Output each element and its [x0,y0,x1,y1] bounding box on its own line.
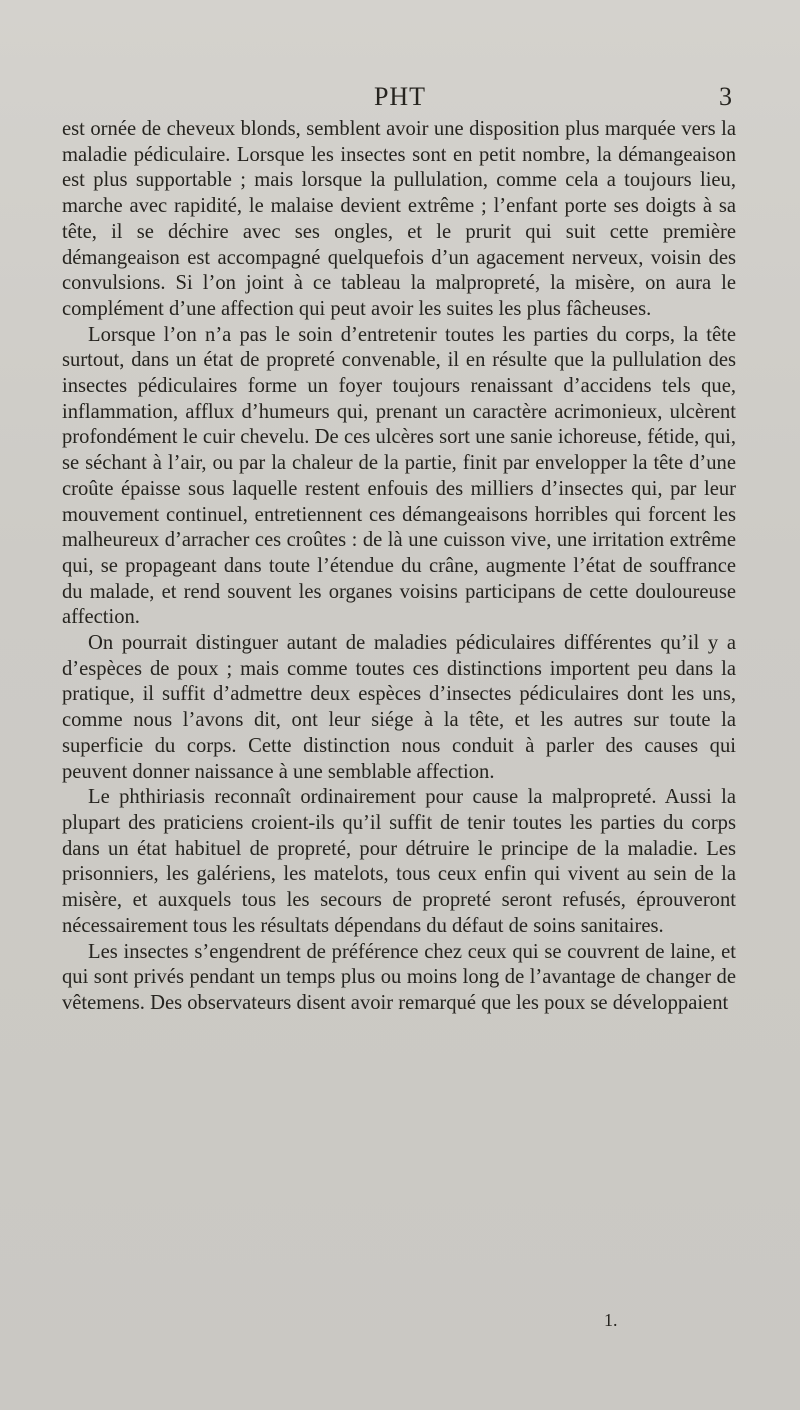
body-text [62,117,736,1017]
paragraph: Lorsque l’on n’a pas le soin d’entretenir toutes les parties du corps, la tête surtout, dans un état de propreté convenable, il en résulte que la pullulation des insectes pédiculaires forme un foyer toujours renaissant d’accidens tels que, inflammation, afflux d’humeurs qui, prenant un caractère acrimonieux, ulcèrent profondément le cuir chevelu. De ces ulcères sort une sanie ichoreuse, fétide, qui, se séchant à l’air, ou par la chaleur de la partie, finit par envelopper la tête d’une croûte épaisse sous laquelle restent enfouis des milliers d’insectes qui, par leur mouvement continuel, entretiennent ces démangeaisons horribles qui forcent les malheureux d’arracher ces croûtes : de là une cuisson vive, une irritation extrême qui, se propageant dans toute l’étendue du crâne, augmente l’état de souffrance du malade, et rend souvent les organes voisins participans de cette douloureuse affection. [62,323,736,629]
paragraph: Les insectes s’engendrent de préférence chez ceux qui se couvrent de laine, et qui sont privés pendant un temps plus ou moins long de l’avantage de changer de vêtemens. Des observateurs disent avoir remarqué que les poux se développaient [62,940,736,1014]
page-header [62,82,738,116]
paragraph: On pourrait distinguer autant de maladies pédiculaires différentes qu’il y a d’espèces de poux ; mais comme toutes ces distinctions importent peu dans la pratique, il suffit d’admettre deux espèces d’insectes pédiculaires dont les uns, comme nous l’avons dit, ont leur siége à la tête, et les autres sur toute la superficie du corps. Cette distinction nous conduit à parler des causes qui peuvent donner naissance à une semblable affection. [62,632,736,783]
running-head: PHT [373,82,427,111]
signature-mark: 1. [604,1310,618,1330]
page-number: 3 [719,82,732,111]
paragraph-continued: est ornée de cheveux blonds, semblent avoir une disposition plus marquée vers la maladie pédiculaire. Lorsque les insectes sont en petit nombre, la démangeaison est plus supportable ; mais lorsque la pullulation, comme cela a toujours lieu, marche avec rapidité, le malaise devient extrême ; l’enfant porte ses doigts à sa tête, il se déchire avec ses ongles, et le prurit qui suit cette première démangeaison est accompagné quelquefois d’un agacement nerveux, voisin des convulsions. Si l’on joint à ce tableau la malpropreté, la misère, on aura le complément d’une affection qui peut avoir les suites les plus fâcheuses. [62,118,736,320]
paragraph: Le phthiriasis reconnaît ordinairement pour cause la malpropreté. Aussi la plupart des praticiens croient-ils qu’il suffit de tenir toutes les parties du corps dans un état habituel de propreté, pour détruire le principe de la maladie. Les prisonniers, les galériens, les matelots, tous ceux enfin qui vivent au sein de la misère, et auxquels tous les secours de propreté seront refusés, éprouveront nécessairement tous les résultats dépendans du défaut de soins sanitaires. [62,786,736,937]
